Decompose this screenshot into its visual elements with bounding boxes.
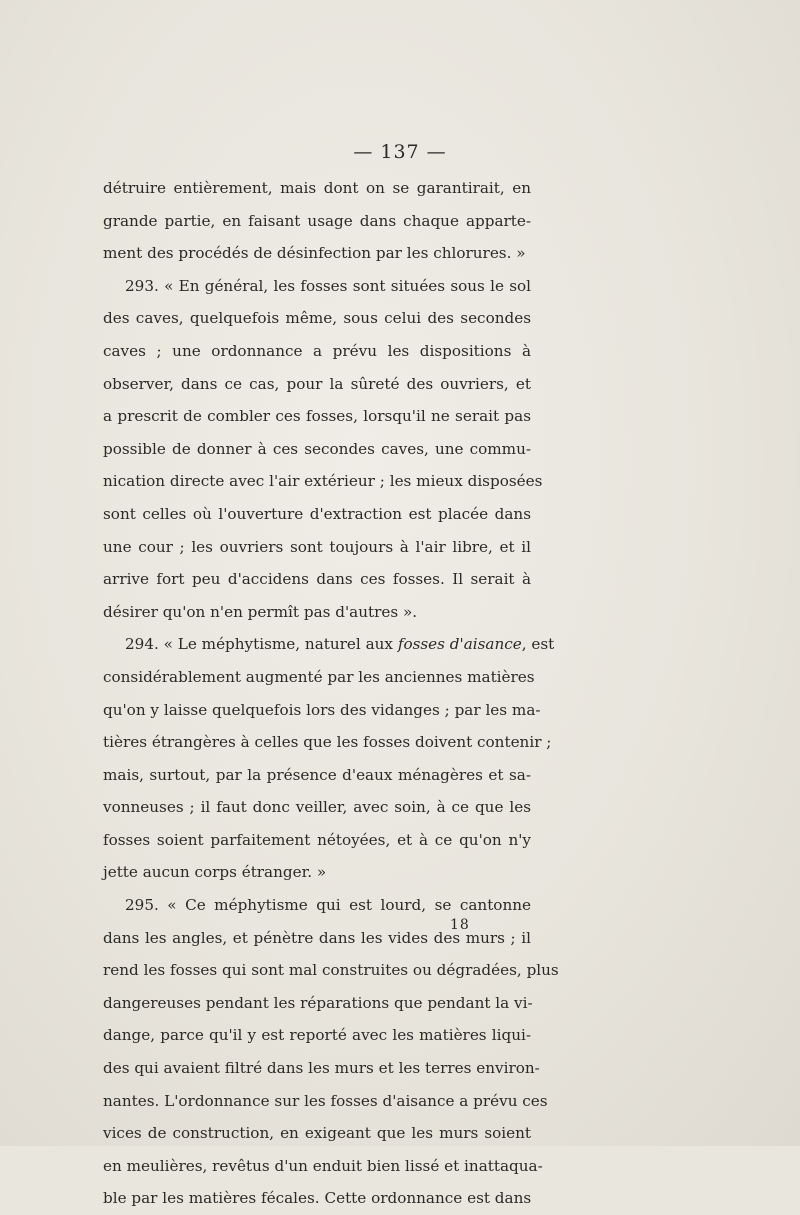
text-line: arrive fort peu d'accidens dans ces fosses. Il serait à	[103, 570, 531, 589]
text-line: rend les fosses qui sont mal construites ou dégradées, plus	[103, 961, 559, 980]
text-line: vonneuses ; il faut donc veiller, avec soin, à ce que les	[103, 798, 531, 817]
text-line: possible de donner à ces secondes caves, une commu-	[103, 439, 531, 458]
text-line: détruire entièrement, mais dont on se garantirait, en	[103, 179, 531, 197]
text-line: dans les angles, et pénètre dans les vides des murs ; il	[103, 928, 531, 947]
page-number-header: — 137 —	[353, 141, 447, 163]
text-line: nication directe avec l'air extérieur ; les mieux disposées	[103, 472, 543, 491]
text-line: jette aucun corps étranger. »	[103, 863, 327, 882]
text-line: considérablement augmenté par les anciennes matières	[103, 667, 535, 686]
text-line: 293. « En général, les fosses sont situées sous le sol	[125, 276, 531, 295]
text-line: observer, dans ce cas, pour la sûreté des ouvriers, et	[103, 374, 531, 393]
text-line: dangereuses pendant les réparations que pendant la vi-	[103, 993, 533, 1012]
text-line: désirer qu'on n'en permît pas d'autres ».	[103, 602, 418, 621]
text-line: en meulières, revêtus d'un enduit bien lissé et inattaqua-	[103, 1156, 543, 1175]
text-line	[103, 628, 555, 661]
text-segment: , est	[521, 635, 555, 654]
text-line: ment des procédés de désinfection par les chlorures. »	[103, 244, 526, 263]
text-line: ble par les matières fécales. Cette ordonnance est dans	[103, 1189, 532, 1208]
text-line: 295. « Ce méphytisme qui est lourd, se cantonne	[125, 896, 531, 915]
text-line: a prescrit de combler ces fosses, lorsqu'il ne serait pas	[103, 407, 531, 426]
text-line: grande partie, en faisant usage dans chaque apparte-	[103, 211, 531, 230]
text-line: sont celles où l'ouverture d'extraction est placée dans	[103, 504, 531, 523]
text-line: mais, surtout, par la présence d'eaux ménagères et sa-	[103, 765, 531, 784]
text-line: une cour ; les ouvriers sont toujours à l'air libre, et il	[103, 537, 531, 556]
text-line: vices de construction, en exigeant que les murs soient	[103, 1124, 531, 1143]
text-line: caves ; une ordonnance a prévu les dispositions à	[103, 341, 531, 360]
text-line: nantes. L'ordonnance sur les fosses d'aisance a prévu ces	[103, 1091, 548, 1110]
text-line: dange, parce qu'il y est reporté avec les matières liqui-	[103, 1026, 531, 1045]
text-segment: 294. « Le méphytisme, naturel aux	[125, 635, 398, 654]
text-line: des caves, quelquefois même, sous celui des secondes	[103, 309, 531, 328]
text-line: tières étrangères à celles que les fosses doivent contenir ;	[103, 733, 552, 752]
text-line: des qui avaient filtré dans les murs et les terres environ-	[103, 1059, 540, 1078]
text-line: fosses soient parfaitement nétoyées, et à ce qu'on n'y	[103, 830, 531, 849]
italic-term: fosses d'aisance	[397, 635, 522, 654]
body-text	[103, 172, 559, 1215]
signature-mark: 18	[450, 917, 470, 933]
text-line: qu'on y laisse quelquefois lors des vidanges ; par les ma-	[103, 700, 541, 719]
